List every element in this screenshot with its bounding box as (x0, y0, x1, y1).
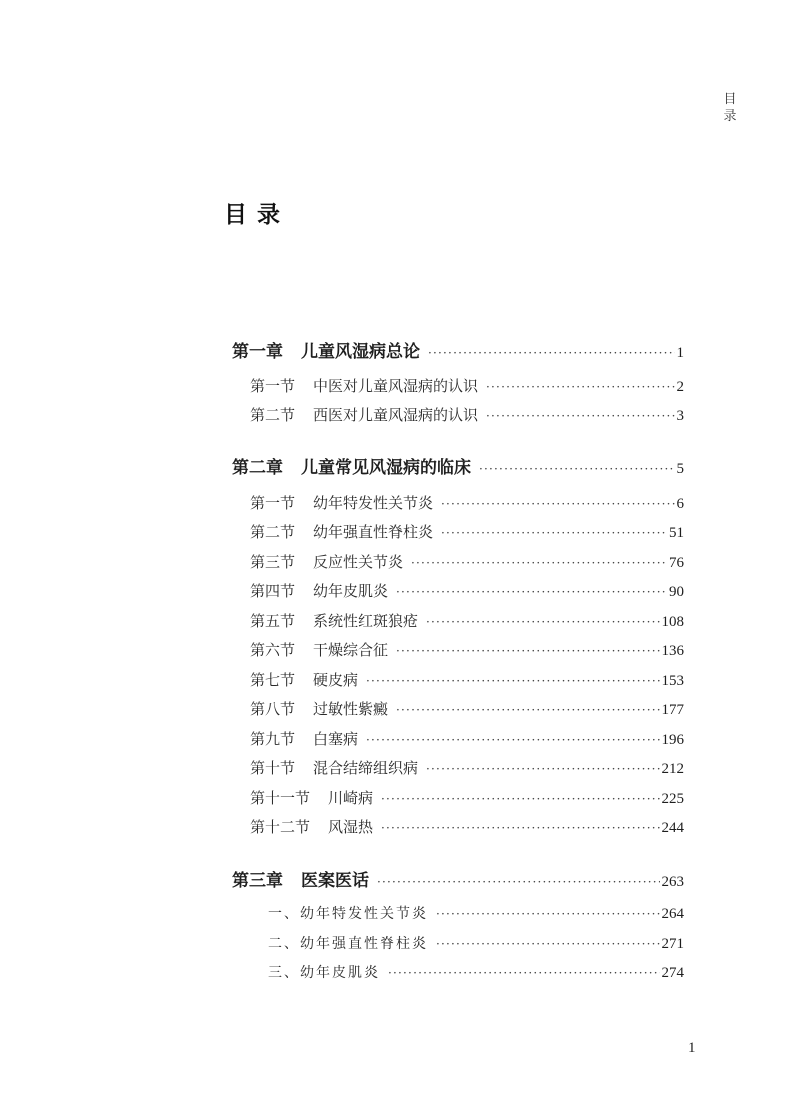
leader-dots (366, 728, 659, 752)
section-number: 第三节 (250, 553, 296, 571)
page-number: 136 (661, 643, 684, 659)
leader-dots (479, 457, 675, 481)
leader-dots (428, 341, 675, 365)
leader-dots (436, 932, 660, 956)
toc-section[interactable] (250, 550, 684, 574)
page-number: 76 (669, 555, 684, 571)
leader-dots (441, 521, 667, 545)
leader-dots (381, 816, 659, 840)
page-number: 153 (661, 673, 684, 689)
toc-section[interactable] (250, 403, 684, 427)
chapter-title: 儿童风湿病总论 (301, 342, 420, 362)
page-number: 225 (661, 791, 684, 807)
page-number: 6 (676, 496, 684, 512)
chapter-title: 医案医话 (301, 871, 369, 891)
section-number: 第一节 (250, 377, 296, 395)
page-number: 271 (661, 936, 684, 952)
section-number: 第十节 (250, 759, 296, 777)
page-number: 1 (676, 345, 684, 361)
toc-section[interactable] (250, 609, 684, 633)
page-number: 108 (661, 614, 684, 630)
section-number: 第十二节 (250, 818, 311, 836)
toc-section[interactable] (250, 638, 684, 662)
section-number: 第二节 (250, 406, 296, 424)
chapter-title: 儿童常见风湿病的临床 (301, 458, 471, 478)
page-number: 51 (669, 525, 684, 541)
leader-dots (377, 870, 660, 894)
section-title: 幼年强直性脊柱炎 (313, 523, 434, 541)
leader-dots (388, 961, 660, 985)
page-number: 2 (676, 379, 684, 395)
section-title: 风湿热 (328, 818, 374, 836)
leader-dots (396, 698, 659, 722)
toc-section[interactable] (250, 815, 684, 839)
page-number: 3 (676, 408, 684, 424)
toc-subentry[interactable] (268, 932, 684, 956)
section-number: 第一节 (250, 494, 296, 512)
section-title: 反应性关节炎 (313, 553, 404, 571)
page-number: 244 (661, 820, 684, 836)
section-number: 第七节 (250, 671, 296, 689)
section-title: 硬皮病 (313, 671, 359, 689)
section-number: 第十一节 (250, 789, 311, 807)
page-number: 212 (661, 761, 684, 777)
page-number: 274 (661, 965, 684, 981)
toc-section[interactable] (250, 786, 684, 810)
section-number: 第八节 (250, 700, 296, 718)
toc-section[interactable] (250, 697, 684, 721)
leader-dots (366, 669, 659, 693)
subentry-title: 二、幼年强直性脊柱炎 (268, 936, 428, 952)
page-number: 177 (661, 702, 684, 718)
leader-dots (441, 492, 674, 516)
page-number: 263 (661, 874, 684, 890)
toc-section[interactable] (250, 668, 684, 692)
toc-section[interactable] (250, 756, 684, 780)
leader-dots (486, 375, 674, 399)
section-title: 川崎病 (328, 789, 374, 807)
section-number: 第九节 (250, 730, 296, 748)
toc-chapter-3[interactable] (232, 869, 684, 893)
section-number: 第六节 (250, 641, 296, 659)
section-title: 中医对儿童风湿病的认识 (313, 377, 479, 395)
leader-dots (396, 580, 667, 604)
section-title: 幼年皮肌炎 (313, 582, 389, 600)
section-title: 白塞病 (313, 730, 359, 748)
toc-section[interactable] (250, 727, 684, 751)
section-title: 西医对儿童风湿病的认识 (313, 406, 479, 424)
toc-chapter-2[interactable] (232, 456, 684, 480)
subentry-title: 三、幼年皮肌炎 (268, 965, 380, 981)
running-head: 目录 (723, 92, 737, 124)
toc-section[interactable] (250, 579, 684, 603)
leader-dots (436, 902, 660, 926)
toc-chapter-1[interactable] (232, 340, 684, 364)
section-number: 第五节 (250, 612, 296, 630)
page-number: 5 (676, 461, 684, 477)
leader-dots (396, 639, 659, 663)
leader-dots (381, 787, 659, 811)
section-title: 幼年特发性关节炎 (313, 494, 434, 512)
section-title: 过敏性紫癜 (313, 700, 389, 718)
page-number: 196 (661, 732, 684, 748)
page-number: 264 (661, 906, 684, 922)
leader-dots (486, 404, 674, 428)
section-title: 系统性红斑狼疮 (313, 612, 419, 630)
leader-dots (426, 757, 659, 781)
chapter-number: 第三章 (232, 871, 283, 891)
toc-section[interactable] (250, 491, 684, 515)
leader-dots (411, 551, 667, 575)
subentry-title: 一、幼年特发性关节炎 (268, 906, 428, 922)
toc-section[interactable] (250, 520, 684, 544)
section-number: 第二节 (250, 523, 296, 541)
toc-section[interactable] (250, 374, 684, 398)
section-number: 第四节 (250, 582, 296, 600)
chapter-number: 第二章 (232, 458, 283, 478)
toc-subentry[interactable] (268, 902, 684, 926)
section-title: 混合结缔组织病 (313, 759, 419, 777)
leader-dots (426, 610, 659, 634)
chapter-number: 第一章 (232, 342, 283, 362)
section-title: 干燥综合征 (313, 641, 389, 659)
page-folio: 1 (688, 1040, 696, 1056)
toc-subentry[interactable] (268, 961, 684, 985)
page-number: 90 (669, 584, 684, 600)
page-title: 目 录 (224, 202, 282, 228)
